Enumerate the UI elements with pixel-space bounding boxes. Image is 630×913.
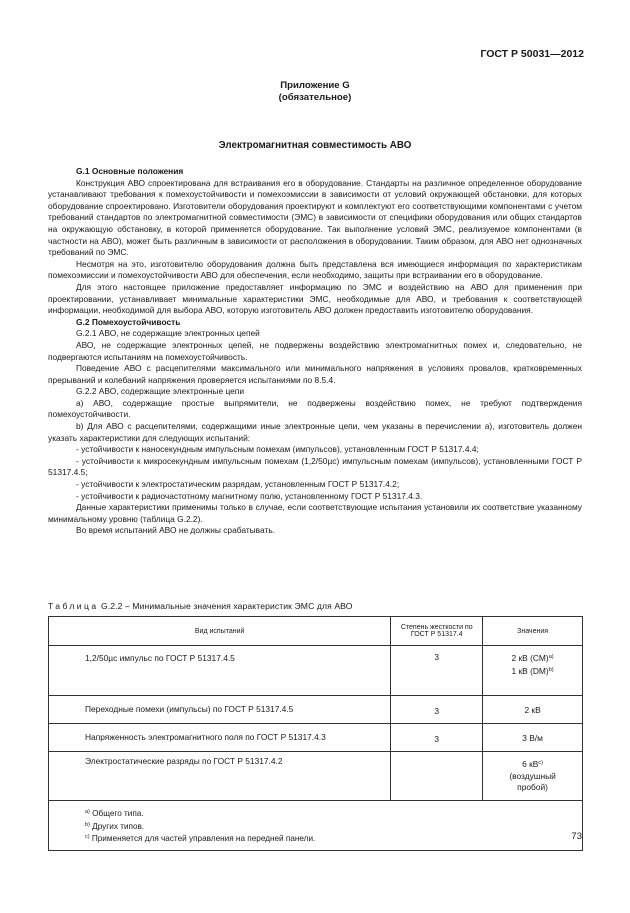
list-item: - устойчивости к электростатическим разрядам, установленным ГОСТ Р 51317.4.2; <box>76 479 400 490</box>
standard-header: ГОСТ Р 50031—2012 <box>480 48 584 60</box>
cell-value <box>483 646 583 696</box>
heading-g2: G.2 Помехоустойчивость <box>76 316 181 327</box>
paragraph: Несмотря на это, изготовителю оборудования должна быть представлена вся имеющиеся информация по характеристикам помехоэмиссии и помехоустойчивости АВО для обеспечения, если необходимо, защиты при встраивании его в оборудование. <box>48 258 582 281</box>
table-header-row <box>49 617 583 646</box>
table-caption-text: G.2.2 – Минимальные значения характеристик ЭМС для АВО <box>98 601 353 611</box>
value-line: 2 кВ (CM) <box>511 653 549 663</box>
heading-g1: G.1 Основные положения <box>76 166 184 176</box>
table-row <box>49 646 583 696</box>
appendix-status: (обязательное) <box>278 92 352 103</box>
cell-level: 3 <box>391 696 483 724</box>
cell-level <box>391 752 483 801</box>
table-note <box>85 832 578 845</box>
section-title: Электромагнитная совместимость АВО <box>218 140 412 151</box>
cell-test: Напряженность электромагнитного поля по ГОСТ Р 51317.4.3 <box>49 724 391 752</box>
cell-test: Переходные помехи (импульсы) по ГОСТ Р 51317.4.5 <box>49 696 391 724</box>
paragraph: Поведение АВО с расцепителями максимального или минимального напряжения в условиях провалов, кратковременных прерываний и колебаний напряжения проверяется испытаниями по 8.5.4. <box>48 363 582 385</box>
header-values: Значения <box>483 617 583 646</box>
value-line: 6 кВ <box>522 759 539 769</box>
cell-value: 3 В/м <box>483 724 583 752</box>
paragraph: Для этого настоящее приложение предоставляет информацию по ЭМС и воздействию на АВО для применения при проектировании, устанавливает минимальные характеристики ЭМС, необходимые для АВО, и требования к соответствующей информации, необходимой для выбора АВО, которую изготовитель АВО должен предоставить изготовителю оборудования. <box>48 281 582 316</box>
table-caption-prefix: Таблица <box>48 601 99 611</box>
appendix-label: Приложение G <box>280 80 350 91</box>
cell-level: 3 <box>391 646 483 696</box>
cell-value <box>483 752 583 801</box>
note-text: Общего типа. <box>89 809 144 818</box>
paragraph: G.2.2 АВО, содержащие электронные цепи <box>76 386 245 397</box>
paragraph: a) АВО, содержащие простые выпрямители, не подвержены воздействию помех, не требуют подтверждения помехоустойчивости. <box>48 397 582 420</box>
cell-value: 2 кВ <box>483 696 583 724</box>
table-row <box>49 724 583 752</box>
cell-test: 1,2/50µс импульс по ГОСТ Р 51317.4.5 <box>49 646 391 696</box>
note-text: Других типов. <box>89 821 145 831</box>
footnote-mark: b) <box>548 666 554 673</box>
body-text <box>48 166 582 537</box>
footnote-mark: c) <box>538 760 543 766</box>
footnote-mark: a) <box>548 654 554 660</box>
paragraph: b) Для АВО с расцепителями, содержащими иные электронные цепи, чем указаны в перечислении а), изготовитель должен указать характеристики для следующих испытаний: <box>48 421 582 443</box>
paragraph: G.2.1 АВО, не содержащие электронных цепей <box>76 328 260 339</box>
value-line: (воздушный <box>509 770 556 781</box>
cell-test: Электростатические разряды по ГОСТ Р 51317.4.2 <box>49 752 391 801</box>
list-item: - устойчивости к наносекундным импульсным помехам (импульсов), установленным ГОСТ Р 51317.4.4; <box>76 444 479 455</box>
paragraph: Конструкция АВО спроектирована для встраивания его в оборудование. Стандарты на различное определенное оборудование устанавливают требования к помехоустойчивости и помехоэмиссии в зависимости от условий окружающей обстановки, для которых оборудование спроектировано. Изготовители оборудования проектируют и комплектуют его соответствующими компонентами с учетом требований стандартов по электромагнитной совместимости (ЭМС) в зависимости от специфики оборудования или общих стандартов на окружающую обстановку, в которой применяется оборудование. Так выполнение условий ЭМС, реализуемое компонентами (в частности на АВО), может быть различным в зависимости от расположения в оборудовании. Таким образом, для АВО нет однозначных требований по ЭМС. <box>48 177 582 258</box>
paragraph: Во время испытаний АВО не должны срабатывать. <box>76 525 276 536</box>
list-item: - устойчивости к микросекундным импульсным помехам (1,2/50µс) импульсным помехам (импульсов), установленными ГОСТ Р 51317.4.5; <box>48 455 582 478</box>
cell-level: 3 <box>391 724 483 752</box>
appendix-heading <box>0 80 630 104</box>
table-notes-row <box>49 801 583 851</box>
page-number: 73 <box>571 831 582 842</box>
footnote-mark: c) <box>85 834 90 841</box>
paragraph: АВО, не содержащие электронных цепей, не подвержены воздействию электромагнитных помех и, следовательно, не подвергаются испытаниям на помехоустойчивость. <box>48 339 582 362</box>
table-note <box>85 820 578 833</box>
table-row <box>49 696 583 724</box>
note-text: Применяется для частей управления на передней панели. <box>89 834 316 844</box>
list-item: - устойчивости к радиочастотному магнитному полю, установленному ГОСТ Р 51317.4.3. <box>76 490 423 501</box>
value-line: пробой) <box>517 782 548 792</box>
table-row <box>49 752 583 801</box>
paragraph: Данные характеристики применимы только в случае, если соответствующие испытания установили их соответствие указанному минимальному уровню (таблица G.2.2). <box>48 502 582 524</box>
header-test-type: Вид испытаний <box>49 617 391 646</box>
footnote-mark: b) <box>85 821 90 828</box>
table-caption <box>48 601 353 611</box>
table-notes <box>49 801 583 851</box>
header-severity: Степень жесткости по ГОСТ Р 51317.4 <box>391 617 483 646</box>
footnote-mark: a) <box>85 809 90 815</box>
value-line: 1 кВ (DM) <box>511 665 549 676</box>
emc-table <box>48 616 583 851</box>
table-note <box>85 807 578 820</box>
